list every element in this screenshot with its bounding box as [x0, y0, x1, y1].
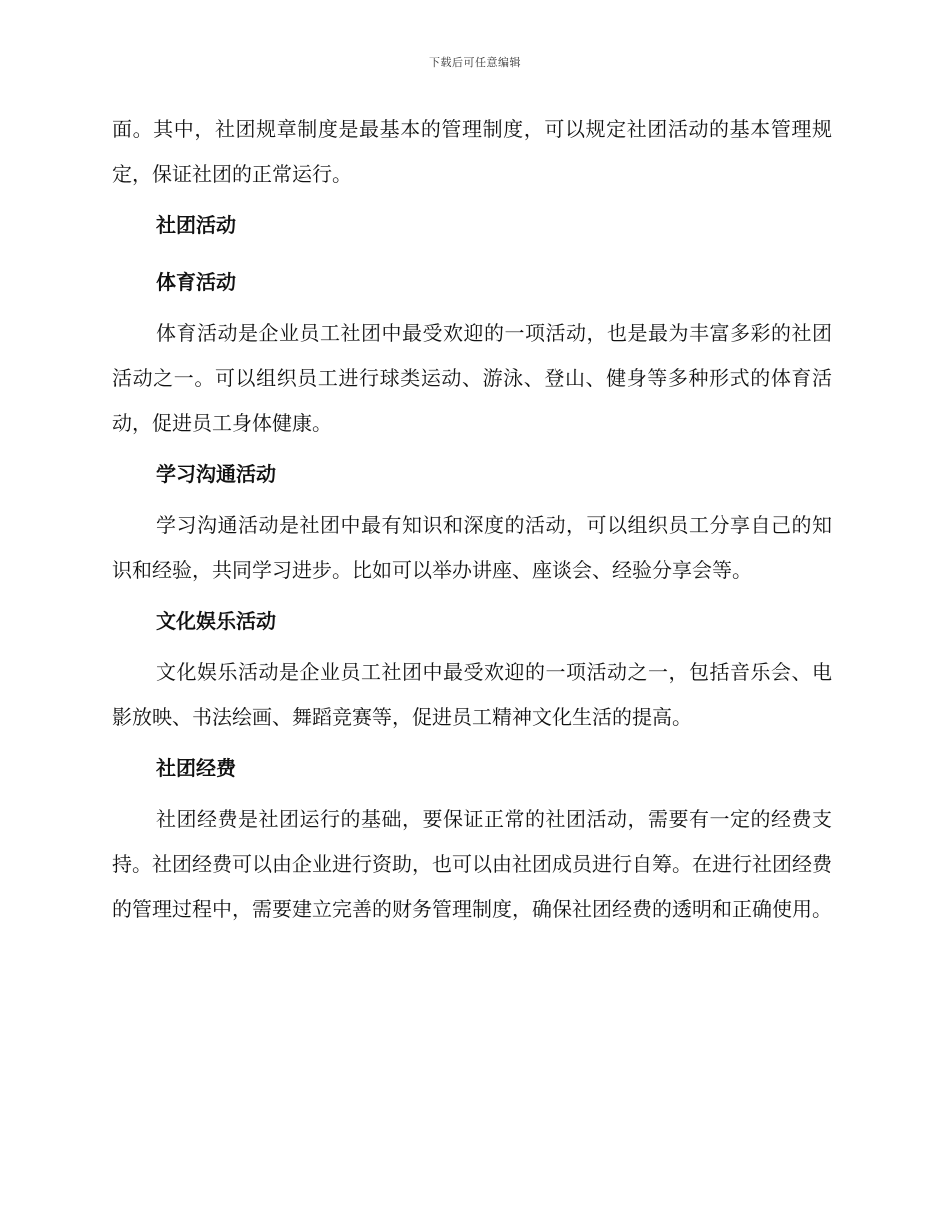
paragraph-culture-entertainment: 文化娱乐活动是企业员工社团中最受欢迎的一项活动之一，包括音乐会、电影放映、书法绘画、舞蹈竞赛等，促进员工精神文化生活的提高。	[112, 660, 832, 729]
heading-club-funding: 社团经费	[156, 756, 236, 780]
page-header: 下载后可任意编辑	[429, 56, 521, 69]
paragraph-continuation: 面。其中，社团规章制度是最基本的管理制度，可以规定社团活动的基本管理规定，保证社团的正常运行。	[112, 117, 832, 186]
heading-club-activities: 社团活动	[156, 213, 236, 237]
heading-sports-activities: 体育活动	[156, 270, 236, 294]
paragraph-club-funding: 社团经费是社团运行的基础，要保证正常的社团活动，需要有一定的经费支持。社团经费可以由企业进行资助，也可以由社团成员进行自筹。在进行社团经费的管理过程中，需要建立完善的财务管理制度，确保社团经费的透明和正确使用。	[112, 807, 832, 921]
paragraph-learning-communication: 学习沟通活动是社团中最有知识和深度的活动，可以组织员工分享自己的知识和经验，共同学习进步。比如可以举办讲座、座谈会、经验分享会等。	[112, 513, 832, 582]
heading-culture-entertainment: 文化娱乐活动	[156, 609, 276, 633]
paragraph-sports-activities: 体育活动是企业员工社团中最受欢迎的一项活动，也是最为丰富多彩的社团活动之一。可以组织员工进行球类运动、游泳、登山、健身等多种形式的体育活动，促进员工身体健康。	[112, 321, 832, 435]
document-body	[112, 107, 832, 932]
heading-learning-communication: 学习沟通活动	[156, 462, 276, 486]
